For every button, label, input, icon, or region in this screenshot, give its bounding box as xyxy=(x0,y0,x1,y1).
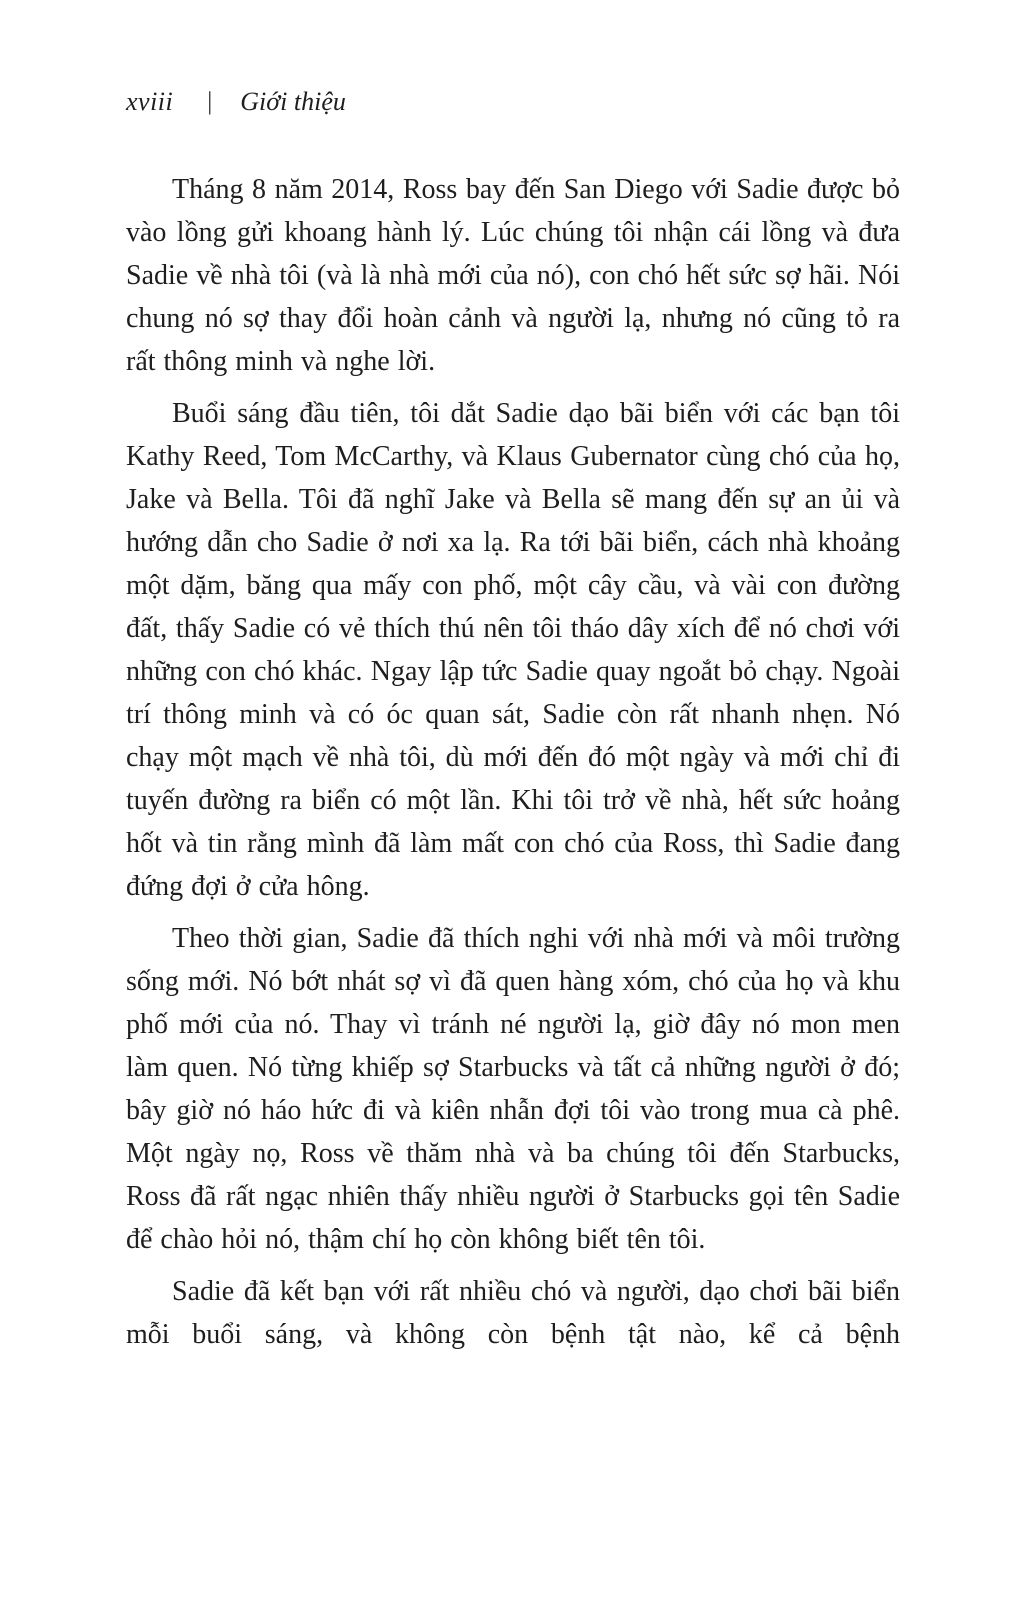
body-paragraph: Tháng 8 năm 2014, Ross bay đến San Diego với Sadie được bỏ vào lồng gửi khoang hành lý. Lúc chúng tôi nhận cái lồng và đưa Sadie về nhà tôi (và là nhà mới của nó), con chó hết sức sợ hãi. Nói chung nó sợ thay đổi hoàn cảnh và người lạ, nhưng nó cũng tỏ ra rất thông minh và nghe lời. xyxy=(126,174,900,377)
section-title: Giới thiệu xyxy=(240,87,346,116)
page-body xyxy=(126,168,900,1356)
page-number: xviii xyxy=(126,87,174,116)
body-paragraph: Buổi sáng đầu tiên, tôi dắt Sadie dạo bãi biển với các bạn tôi Kathy Reed, Tom McCarthy, và Klaus Gubernator cùng chó của họ, Jake và Bella. Tôi đã nghĩ Jake và Bella sẽ mang đến sự an ủi và hướng dẫn cho Sadie ở nơi xa lạ. Ra tới bãi biển, cách nhà khoảng một dặm, băng qua mấy con phố, một cây cầu, và vài con đường đất, thấy Sadie có vẻ thích thú nên tôi tháo dây xích để nó chơi với những con chó khác. Ngay lập tức Sadie quay ngoắt bỏ chạy. Ngoài trí thông minh và có óc quan sát, Sadie còn rất nhanh nhẹn. Nó chạy một mạch về nhà tôi, dù mới đến đó một ngày và mới chỉ đi tuyến đường ra biển có một lần. Khi tôi trở về nhà, hết sức hoảng hốt và tin rằng mình đã làm mất con chó của Ross, thì Sadie đang đứng đợi ở cửa hông. xyxy=(126,398,900,902)
running-header xyxy=(126,86,900,118)
body-paragraph: Sadie đã kết bạn với rất nhiều chó và người, dạo chơi bãi biển mỗi buổi sáng, và không còn bệnh tật nào, kể cả bệnh xyxy=(126,1276,900,1350)
body-paragraph: Theo thời gian, Sadie đã thích nghi với nhà mới và môi trường sống mới. Nó bớt nhát sợ vì đã quen hàng xóm, chó của họ và khu phố mới của nó. Thay vì tránh né người lạ, giờ đây nó mon men làm quen. Nó từng khiếp sợ Starbucks và tất cả những người ở đó; bây giờ nó háo hức đi và kiên nhẫn đợi tôi vào trong mua cà phê. Một ngày nọ, Ross về thăm nhà và ba chúng tôi đến Starbucks, Ross đã rất ngạc nhiên thấy nhiều người ở Starbucks gọi tên Sadie để chào hỏi nó, thậm chí họ còn không biết tên tôi. xyxy=(126,923,900,1255)
header-divider: | xyxy=(207,88,213,115)
